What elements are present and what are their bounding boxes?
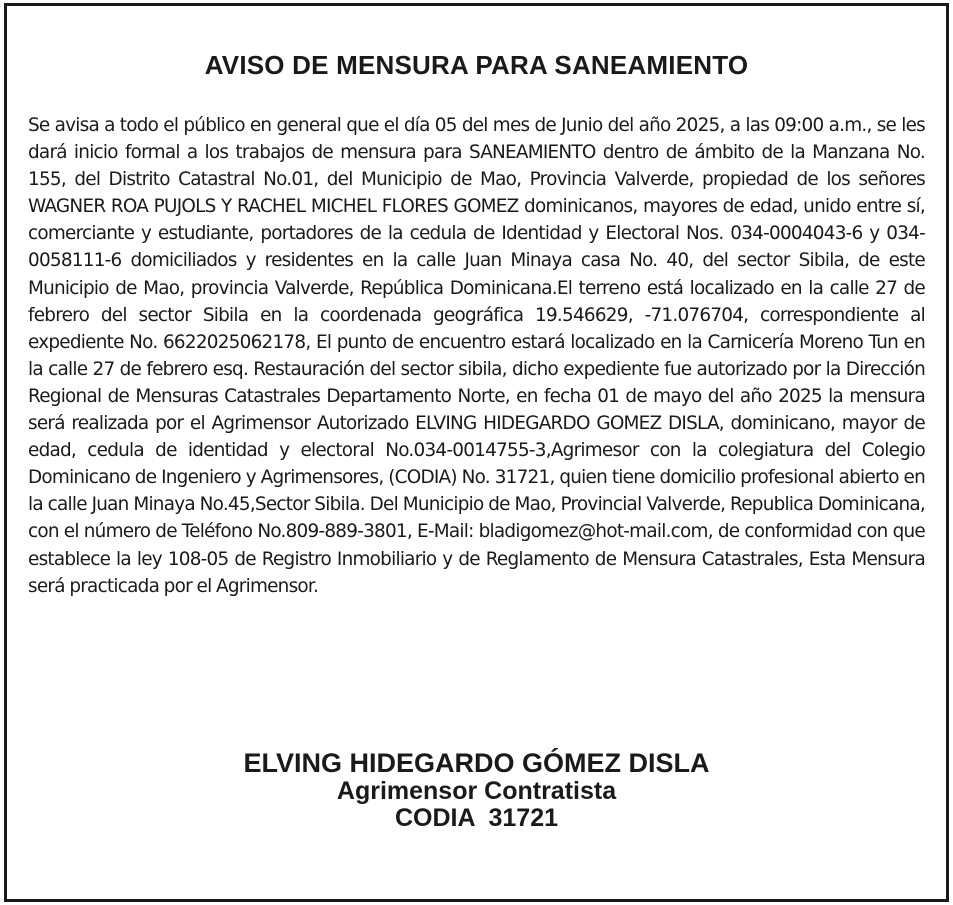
notice-body: Se avisa a todo el público en general que el día 05 del mes de Junio del año 2025, a las 09:00 a.m., se les dará inicio formal a los trabajos de mensura para SANEAMIENTO dentro de ámbito de la Manzana No. 155, del Distrito Catastral No.01, del Municipio de Mao, Provincia Valverde, propiedad de los señores WAGNER ROA PUJOLS Y RACHEL MICHEL FLORES GOMEZ dominicanos, mayores de edad, unido entre sí, comerciante y estudiante, portadores de la cedula de Identidad y Electoral Nos. 034-0004043-6 y 034-0058111-6 domiciliados y residentes en la calle Juan Minaya casa No. 40, del sector Sibila, de este Municipio de Mao, provincia Valverde, República Dominicana.El terreno está localizado en la calle 27 de febrero del sector Sibila en la coordenada geográfica 19.546629, -71.076704, correspondiente al expediente No. 6622025062178, El punto de encuentro estará localizado en la Carnicería Moreno Tun en la calle 27 de febrero esq. Restauración del sector sibila, dicho expediente fue autorizado por la Dirección Regional de Mensuras Catastrales Departamento Norte, en fecha 01 de mayo del año 2025 la mensura será realizada por el Agrimensor Autorizado ELVING HIDEGARDO GOMEZ DISLA, dominicano, mayor de edad, cedula de identidad y electoral No.034-0014755-3,Agrimesor con la colegiatura del Colegio Dominicano de Ingeniero y Agrimensores, (CODIA) No. 31721, quien tiene domicilio profesional abierto en la calle Juan Minaya No.45,Sector Sibila. Del Municipio de Mao, Provincial Valverde, Republica Dominicana, con el número de Teléfono No.809-889-3801, E-Mail: bladigomez@hot-mail.com, de conformidad con que establece la ley 108-05 de Registro Inmobiliario y de Reglamento de Mensura Catastrales, Esta Mensura será practicada por el Agrimensor.: [28, 115, 925, 597]
signature-block: [7, 749, 946, 832]
notice-box: [4, 3, 949, 902]
signature-name: ELVING HIDEGARDO GÓMEZ DISLA: [243, 748, 710, 778]
signature-role: Agrimensor Contratista: [336, 777, 617, 805]
signature-codia: CODIA 31721: [394, 804, 559, 832]
notice-title: AVISO DE MENSURA PARA SANEAMIENTO: [204, 50, 749, 80]
